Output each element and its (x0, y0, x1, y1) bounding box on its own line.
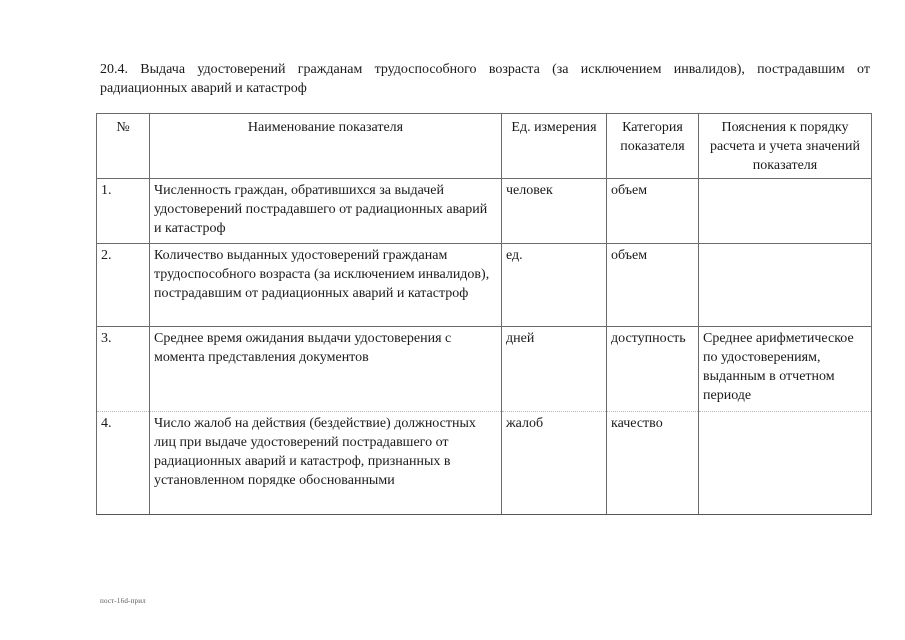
table-row (97, 327, 872, 412)
row-notes: Среднее арифметическое по удостоверениям, выданным в отчетном периоде (699, 327, 872, 412)
row-category: объем (607, 244, 699, 327)
row-category: доступность (607, 327, 699, 412)
table-row (97, 412, 872, 515)
header-name: Наименование показателя (150, 114, 502, 179)
row-name: Число жалоб на действия (бездействие) должностных лиц при выдаче удостоверений пострадавшего от радиационных аварий и катастроф, признанных в установленном порядке обоснованными (150, 412, 502, 515)
table-header-row (97, 114, 872, 179)
row-name: Численность граждан, обратившихся за выдачей удостоверений пострадавшего от радиационных аварий и катастроф (150, 179, 502, 244)
row-notes (699, 412, 872, 515)
row-num: 3. (97, 327, 150, 412)
header-unit: Ед. измерения (502, 114, 607, 179)
footer-code: пост-16d-прил (100, 597, 146, 605)
row-unit: жалоб (502, 412, 607, 515)
indicators-table (96, 113, 872, 515)
row-num: 2. (97, 244, 150, 327)
row-category: объем (607, 179, 699, 244)
row-category: качество (607, 412, 699, 515)
row-unit: ед. (502, 244, 607, 327)
header-category: Категория показателя (607, 114, 699, 179)
row-name: Количество выданных удостоверений гражданам трудоспособного возраста (за исключением инвалидов), пострадавшим от радиационных аварий и катастроф (150, 244, 502, 327)
row-name: Среднее время ожидания выдачи удостоверения с момента представления документов (150, 327, 502, 412)
table-row (97, 244, 872, 327)
row-notes (699, 179, 872, 244)
row-num: 1. (97, 179, 150, 244)
table-row (97, 179, 872, 244)
row-unit: дней (502, 327, 607, 412)
row-num: 4. (97, 412, 150, 515)
section-heading: 20.4. Выдача удостоверений гражданам трудоспособного возраста (за исключением инвалидов), пострадавшим от радиационных аварий и катастроф (100, 62, 870, 96)
header-notes: Пояснения к порядку расчета и учета значений показателя (699, 114, 872, 179)
row-notes (699, 244, 872, 327)
row-unit: человек (502, 179, 607, 244)
header-num: № (97, 114, 150, 179)
